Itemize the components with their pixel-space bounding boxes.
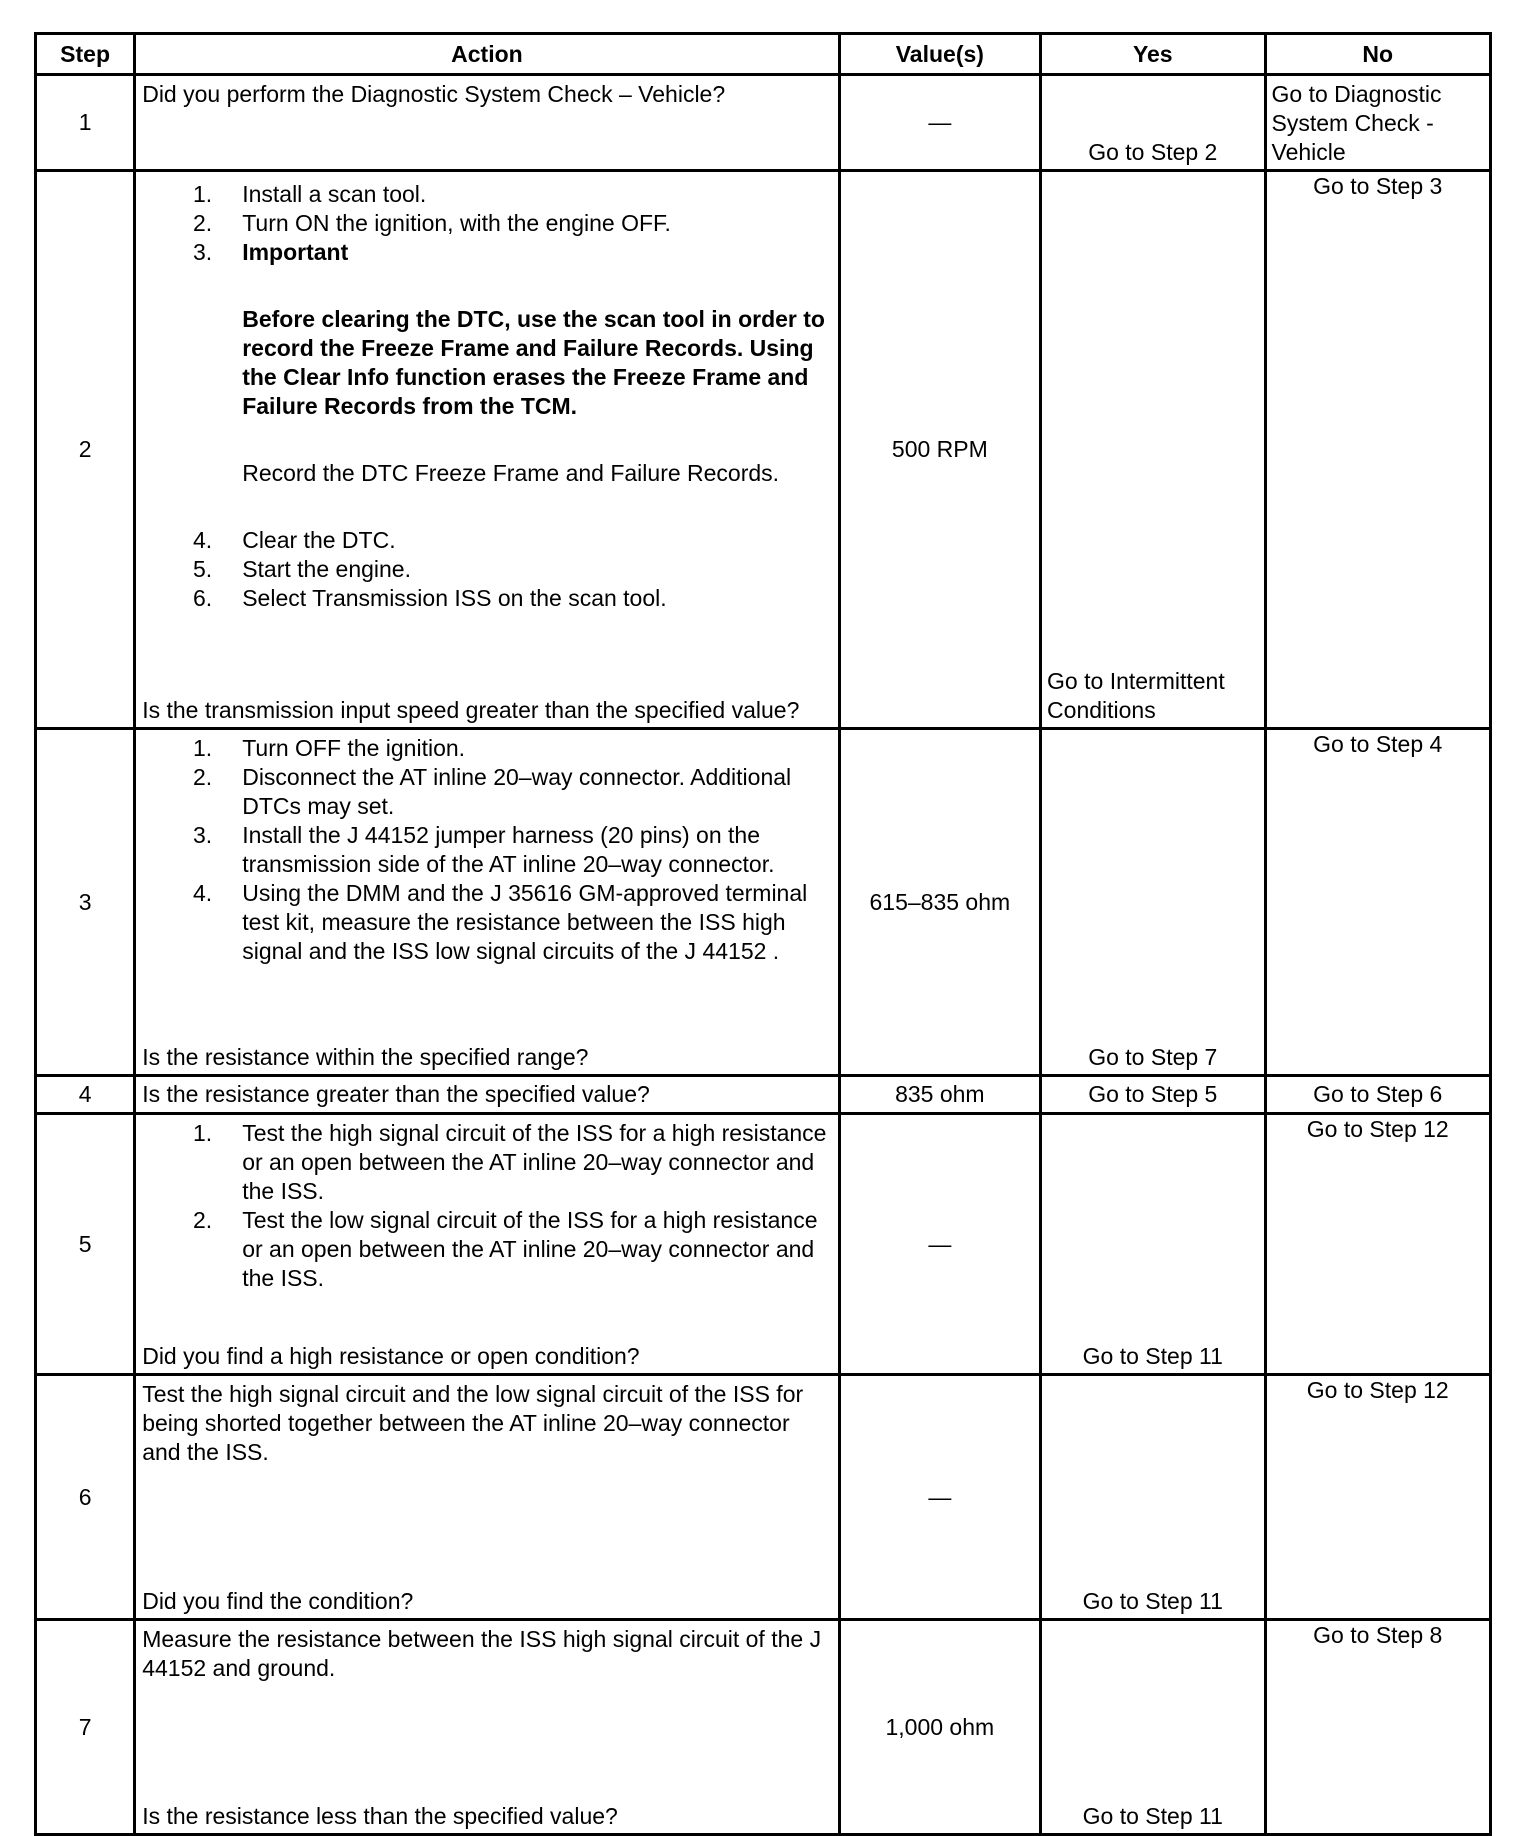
no-cell xyxy=(1265,729,1491,1076)
no-cell xyxy=(1265,1114,1491,1375)
list-number: 1. xyxy=(193,181,213,207)
yes-text: Go to Step 11 xyxy=(1082,1803,1223,1829)
record-note: Record the DTC Freeze Frame and Failure Records. xyxy=(242,460,780,486)
table-row xyxy=(36,171,1491,729)
list-number: 5. xyxy=(193,556,213,582)
list-item xyxy=(142,821,833,879)
no-text xyxy=(1267,76,1490,169)
list-text: Select Transmission ISS on the scan tool. xyxy=(242,585,667,611)
list-number: 4. xyxy=(193,880,213,906)
action-question: Is the resistance less than the specified value? xyxy=(142,1803,618,1829)
no-line: Vehicle xyxy=(1271,139,1346,165)
important-label: Important xyxy=(242,239,349,265)
step-number: 4 xyxy=(36,1076,135,1114)
list-item xyxy=(142,879,833,966)
no-text: Go to Step 8 xyxy=(1313,1622,1443,1648)
list-item xyxy=(142,526,833,555)
list-number: 2. xyxy=(193,1207,213,1233)
list-item xyxy=(142,1206,833,1293)
no-text: Go to Step 4 xyxy=(1313,731,1443,757)
table-row xyxy=(36,1076,1491,1114)
header-no: No xyxy=(1265,34,1491,75)
yes-line: Go to Intermittent xyxy=(1047,668,1225,694)
list-text: Install a scan tool. xyxy=(242,181,427,207)
yes-cell xyxy=(1041,1375,1265,1620)
yes-text: Go to Step 11 xyxy=(1082,1343,1223,1369)
list-number: 3. xyxy=(193,822,213,848)
value-cell: 615–835 ohm xyxy=(839,729,1040,1076)
list-text: Test the low signal circuit of the ISS for a high resistance or an open between the AT inline 20–way connector and the ISS. xyxy=(242,1207,818,1291)
step-number: 5 xyxy=(36,1114,135,1375)
no-text: Go to Step 12 xyxy=(1306,1116,1449,1142)
yes-text: Go to Step 11 xyxy=(1082,1588,1223,1614)
action-cell xyxy=(135,1620,839,1835)
spacer xyxy=(142,267,833,305)
header-action: Action xyxy=(135,34,839,75)
no-line: System Check - xyxy=(1271,110,1434,136)
no-cell xyxy=(1265,171,1491,729)
action-cell xyxy=(135,1375,839,1620)
yes-line: Conditions xyxy=(1047,697,1156,723)
step-list xyxy=(142,526,833,613)
list-number: 6. xyxy=(193,585,213,611)
no-line: Go to Diagnostic xyxy=(1271,81,1442,107)
table-row xyxy=(36,729,1491,1076)
list-number: 2. xyxy=(193,764,213,790)
action-content xyxy=(142,1380,833,1616)
action-cell xyxy=(135,171,839,729)
no-cell xyxy=(1265,75,1491,171)
action-text: Test the high signal circuit and the low signal circuit of the ISS for being shorted together between the AT inline 20–way connector and the ISS. xyxy=(142,1381,804,1465)
header-yes: Yes xyxy=(1041,34,1265,75)
table-row xyxy=(36,1114,1491,1375)
action-question: Is the transmission input speed greater than the specified value? xyxy=(142,697,800,723)
list-number: 3. xyxy=(193,239,213,265)
yes-text xyxy=(1042,172,1263,727)
list-number: 4. xyxy=(193,527,213,553)
table-row xyxy=(36,1375,1491,1620)
step-list xyxy=(142,1119,833,1293)
list-item xyxy=(142,734,833,763)
list-number: 1. xyxy=(193,735,213,761)
value-cell: — xyxy=(839,1114,1040,1375)
header-row xyxy=(36,34,1491,75)
list-text: Clear the DTC. xyxy=(242,527,396,553)
action-question: Did you perform the Diagnostic System Check – Vehicle? xyxy=(142,81,726,107)
action-cell xyxy=(135,1114,839,1375)
table-row xyxy=(36,75,1491,171)
step-list xyxy=(142,180,833,267)
action-question: Did you find the condition? xyxy=(142,1588,414,1614)
diagnostic-table xyxy=(34,32,1492,1836)
list-item xyxy=(142,555,833,584)
no-cell: Go to Step 6 xyxy=(1265,1076,1491,1114)
no-cell xyxy=(1265,1375,1491,1620)
yes-cell: Go to Step 5 xyxy=(1041,1076,1265,1114)
yes-cell xyxy=(1041,75,1265,171)
action-body xyxy=(142,180,833,613)
action-question: Did you find a high resistance or open condition? xyxy=(142,1343,640,1369)
list-text: Turn ON the ignition, with the engine OFF. xyxy=(242,210,671,236)
action-question: Is the resistance within the specified range? xyxy=(142,1044,589,1070)
spacer xyxy=(142,488,833,526)
no-cell xyxy=(1265,1620,1491,1835)
yes-cell xyxy=(1041,171,1265,729)
step-list xyxy=(142,734,833,966)
yes-cell xyxy=(1041,1114,1265,1375)
list-number: 2. xyxy=(193,210,213,236)
list-text: Turn OFF the ignition. xyxy=(242,735,466,761)
header-values: Value(s) xyxy=(839,34,1040,75)
list-item xyxy=(142,584,833,613)
step-number: 2 xyxy=(36,171,135,729)
action-content xyxy=(142,1119,833,1371)
value-cell: 1,000 ohm xyxy=(839,1620,1040,1835)
action-cell xyxy=(135,729,839,1076)
list-item xyxy=(142,209,833,238)
header-step: Step xyxy=(36,34,135,75)
list-text: Using the DMM and the J 35616 GM-approved terminal test kit, measure the resistance between the ISS high signal and the ISS low signal circuits of the J 44152 . xyxy=(242,880,808,964)
step-number: 3 xyxy=(36,729,135,1076)
list-item xyxy=(142,763,833,821)
list-item xyxy=(142,180,833,209)
value-cell: 835 ohm xyxy=(839,1076,1040,1114)
spacer xyxy=(142,421,833,459)
action-cell xyxy=(135,1076,839,1114)
list-text: Disconnect the AT inline 20–way connector. Additional DTCs may set. xyxy=(242,764,792,819)
action-content xyxy=(142,734,833,1072)
yes-cell xyxy=(1041,1620,1265,1835)
list-number: 1. xyxy=(193,1120,213,1146)
important-note: Before clearing the DTC, use the scan tool in order to record the Freeze Frame and Failure Records. Using the Clear Info function erases the Freeze Frame and Failure Records from the TCM. xyxy=(242,306,825,419)
step-number: 1 xyxy=(36,75,135,171)
step-number: 6 xyxy=(36,1375,135,1620)
list-text: Test the high signal circuit of the ISS for a high resistance or an open between the AT inline 20–way connector and the ISS. xyxy=(242,1120,827,1204)
action-cell xyxy=(135,75,839,171)
value-cell: 500 RPM xyxy=(839,171,1040,729)
list-text: Install the J 44152 jumper harness (20 pins) on the transmission side of the AT inline 20–way connector. xyxy=(242,822,775,877)
table-row xyxy=(36,1620,1491,1835)
value-cell: — xyxy=(839,75,1040,171)
action-question: Is the resistance greater than the specified value? xyxy=(142,1081,650,1107)
no-text: Go to Step 12 xyxy=(1306,1377,1449,1403)
action-text: Measure the resistance between the ISS high signal circuit of the J 44152 and ground. xyxy=(142,1626,822,1681)
list-item xyxy=(142,238,833,267)
yes-text: Go to Step 2 xyxy=(1088,139,1218,165)
no-text: Go to Step 3 xyxy=(1313,173,1443,199)
step-number: 7 xyxy=(36,1620,135,1835)
value-cell: — xyxy=(839,1375,1040,1620)
list-text: Start the engine. xyxy=(242,556,411,582)
list-item xyxy=(142,1119,833,1206)
action-content xyxy=(142,180,833,725)
yes-cell xyxy=(1041,729,1265,1076)
yes-text: Go to Step 7 xyxy=(1088,1044,1218,1070)
action-content xyxy=(142,1625,833,1831)
